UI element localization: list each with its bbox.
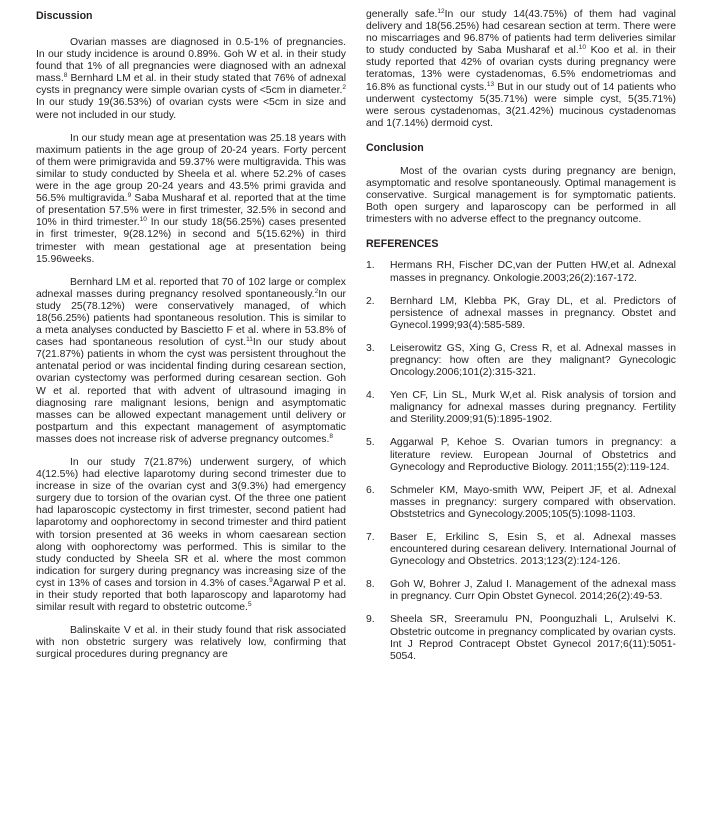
reference-number: 8.: [366, 579, 375, 591]
text-run: Balinskaite V et al. in their study found that risk associated with non obstetric surgery was relatively low, confirming that surgical procedures during pregnancy are: [36, 625, 346, 661]
citation-superscript: 13: [486, 80, 495, 88]
text-run: Saba Musharaf et al. reported that at the time of presentation 57.5% were in first trimester, 32.5% in second and 10% in third trimester.: [36, 193, 346, 229]
reference-number: 5.: [366, 437, 375, 449]
text-run: Koo et al. in their study reported that 42% of ovarian cysts during pregnancy were teratomas, 13% were cystadenomas, 6.5% endometriomas and 16.8% as functional cysts.: [366, 45, 676, 93]
reference-text: Hermans RH, Fischer DC,van der Putten HW,et al. Adnexal masses in pregnancy. Onkologie.2003;26(2):167-172.: [390, 260, 676, 284]
reference-number: 2.: [366, 295, 375, 307]
text-run: In our study 7(21.87%) underwent surgery, of which 4(12.5%) had elective laparotomy during second trimester due to increase in size of the ovarian cyst and 3(9.3%) had emergency surgery due to torsion of the ovarian cyst. Of the three one patient had laparoscopic cystectomy in first trimester, second patient had laparotomy and oophorectomy in second trimester and third patient with torsion presented at 36 weeks in whom caesarean section along with oophorectomy was performed. This is similar to the study conducted by Sheela SR et al. where the most common indication for surgery during pregnancy was increasing size of the cyst in 13% of cases and torsion in 4.3% of cases.: [36, 457, 346, 589]
text-run: In our study 25(78.12%) were conservatively managed, of which 18(56.25%) patients had spontaneous resolution. This is similar to a meta analyses conducted by Bascietto F et al. where in 53.8% of cases had spontaneous resolution of cyst.: [36, 288, 346, 349]
citation-superscript: 10: [139, 216, 147, 224]
text-run: Bernhard LM et al. in their study stated that 76% of adnexal cysts in pregnancy were simple ovarian cysts of <5cm in diameter.: [36, 73, 346, 97]
reference-item: [366, 343, 676, 379]
text-run: Agarwal P et al. in their study reported that both laparoscopy and laparotomy had similar result with regard to obstetric outcome.: [36, 577, 346, 614]
text-run: Bernhard LM et al. reported that 70 of 102 large or complex adnexal masses during pregnancy resolved spontaneously.: [36, 276, 346, 300]
reference-text: Aggarwal P, Kehoe S. Ovarian tumors in pregnancy: a literature review. European Journal of Obstetrics and Gynecology and Reproductive Biology. 2011;155(2):119-124.: [390, 437, 676, 473]
discussion-paragraph-5: [36, 625, 346, 661]
reference-item: [366, 390, 676, 426]
conclusion-text: Most of the ovarian cysts during pregnancy are benign, asymptomatic and resolve spontaneously. Optimal management is conservative. Surgical management is for symptomatic patients. Both open surgery and laparoscopy can be performed in all trimesters with no adverse effect to the pregnancy outcome.: [366, 165, 676, 226]
reference-number: 6.: [366, 484, 375, 496]
reference-item: [366, 532, 676, 568]
citation-superscript: 2: [314, 287, 319, 295]
reference-number: 4.: [366, 390, 375, 402]
references-heading: REFERENCES: [366, 238, 439, 251]
reference-text: Bernhard LM, Klebba PK, Gray DL, et al. Predictors of persistence of adnexal masses in pregnancy. Obstet and Gynecol.1999;93(4):585-589.: [390, 295, 676, 331]
reference-text: Yen CF, Lin SL, Murk W,et al. Risk analysis of torsion and malignancy for adnexal masses during pregnancy. Fertility and Sterility.2009;91(5):1895-1902.: [390, 390, 676, 426]
citation-superscript: 5: [247, 601, 252, 609]
citation-superscript: 9: [127, 192, 132, 200]
citation-superscript: 11: [246, 336, 253, 344]
discussion-heading: Discussion: [36, 10, 93, 22]
text-run: In our study mean age at presentation was 25.18 years with maximum patients in the age group of 20-24 years. Forty percent of them were primigravida and 59.37% were multigravida. This was similar to study conducted by Sheela et al. where 52.2% of cases were in the age group 20-24 years and 43.5% primi gravida and 56.5% multigravida.: [36, 132, 346, 205]
citation-superscript: 12: [437, 8, 445, 15]
reference-text: Goh W, Bohrer J, Zalud I. Management of the adnexal mass in pregnancy. Curr Opin Obstet Gynecol. 2014;26(2):49-53.: [390, 579, 676, 603]
reference-item: [366, 260, 676, 284]
discussion-paragraph-3: [36, 277, 346, 446]
citation-superscript: 2: [342, 84, 346, 92]
reference-item: [366, 579, 676, 603]
reference-number: 7.: [366, 532, 375, 543]
reference-number: 3.: [366, 342, 375, 354]
reference-text: Schmeler KM, Mayo-smith WW, Peipert JF, et al. Adnexal masses in pregnancy: surgery compared with observation. Obststetrics and Gynecology.2005;105(5):1098-1103.: [390, 484, 676, 520]
citation-superscript: 8: [63, 72, 68, 80]
reference-number: 9.: [366, 614, 375, 626]
reference-item: [366, 485, 676, 521]
discussion-paragraph-5-continued: [366, 9, 676, 130]
reference-text: Baser E, Erkilinc S, Esin S, et al. Adnexal masses encountered during cesarean delivery. International Journal of Gynecology and Obstetrics. 2013;123(2):124-126.: [390, 532, 676, 568]
conclusion-heading: Conclusion: [366, 141, 424, 154]
references-list: [366, 260, 676, 662]
reference-item: [366, 614, 676, 662]
text-run: In our study 14(43.75%) of them had vaginal delivery and 18(56.25%) had cesarean section at term. There were no miscarriages and 96.87% of patients had term deliveries similar to study conducted by Saba Musharaf et al.: [366, 9, 676, 57]
discussion-paragraph-1: [36, 37, 346, 122]
citation-superscript: 10: [578, 44, 586, 52]
citation-superscript: 8: [329, 432, 334, 440]
right-column: [366, 9, 676, 674]
citation-superscript: 9: [269, 576, 273, 584]
reference-text: Sheela SR, Sreeramulu PN, Poonguzhali L, Arulselvi K. Obstetric outcome in pregnancy complicated by ovarian cysts. Int J Reprod Contracept Obstet Gynecol 2017;6(11):5051-5054.: [390, 614, 676, 662]
text-run: In our study about 7(21.87%) patients in whom the cyst was persistent throughout the antenatal period or was incidental finding during cesarean section, ovarian cystectomy was performed during cesarean section. Goh W et al. reported that with advent of ultrasound imaging in diagnosing rare malignant lesions, benign and asymptomatic masses can be allowed expectant management until delivery or postpartum and this expectant management of asymptomatic masses does not increase risk of adverse pregnancy outcomes.: [36, 337, 346, 445]
left-column: [36, 9, 346, 662]
text-run: Ovarian masses are diagnosed in 0.5-1% of pregnancies. In our study incidence is around 0.89%. Goh W et al. in their study found that 1% of all pregnancies were diagnosed with an adnexal mass.: [36, 37, 346, 85]
reference-item: [366, 437, 676, 473]
discussion-paragraph-4: [36, 457, 346, 614]
reference-item: [366, 296, 676, 332]
discussion-paragraph-2: [36, 133, 346, 266]
reference-text: Leiserowitz GS, Xing G, Cress R, et al. Adnexal masses in pregnancy: how often are they malignant? Gynecologic Oncology.2006;101(2):315-321.: [390, 342, 676, 379]
reference-number: 1.: [366, 260, 375, 272]
text-run: In our study 19(36.53%) of ovarian cysts were <5cm in size and were not included in our study.: [36, 97, 346, 121]
text-run: But in our study out of 14 patients who underwent cystectomy 5(35.71%) were simple cyst, 5(35.71%) were serous cystadenomas, 3(21.42%) mucinous cystadenomas and 1(7.14%) dermoid cyst.: [366, 81, 677, 129]
text-run: In our study 18(56.25%) cases presented in first trimester, 9(28.12%) in second and 5(15.62%) in third trimester with mean gestational age at presentation being 15.96weeks.: [36, 217, 347, 265]
text-run: generally safe.: [366, 9, 438, 20]
